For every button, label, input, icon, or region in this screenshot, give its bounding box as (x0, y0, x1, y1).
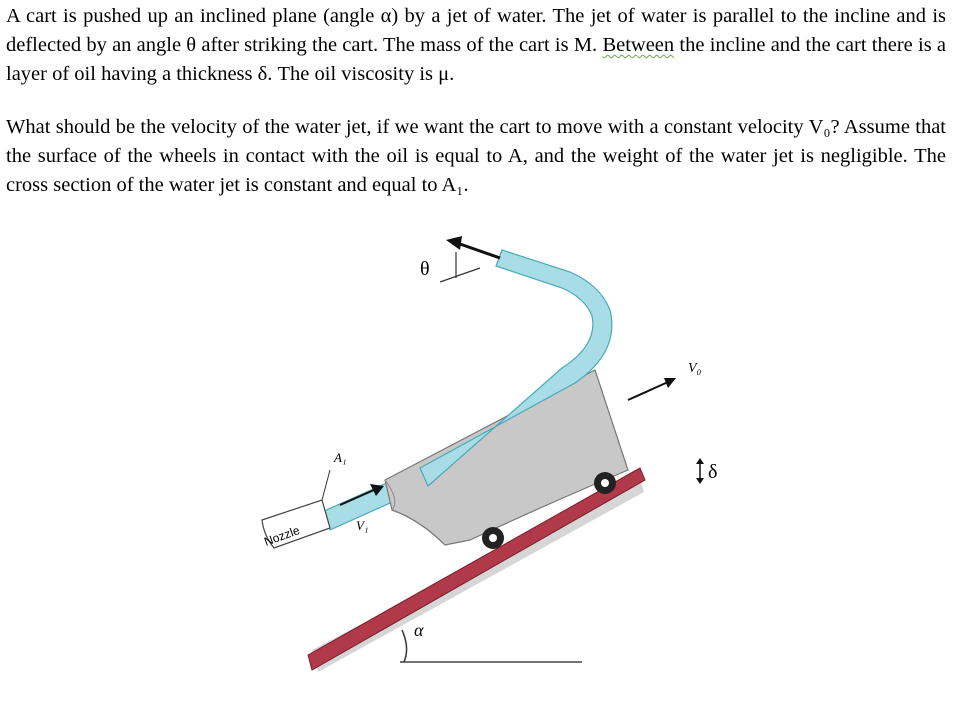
problem-text-line1: A cart is pushed up an inclined plane (angle α) by a jet of water. The jet of water is parallel to the incline and is deflected by an angle θ after striking the cart. The mass of the cart is M. (6, 5, 946, 56)
theta-reference-line (440, 268, 480, 282)
problem-text-rest: the incline and the cart there is a layer of oil having a thickness δ. The oil viscosity is μ. (6, 34, 947, 85)
outlet-arrow-head (446, 236, 462, 250)
alpha-label: α (414, 620, 424, 640)
a1-leader (322, 470, 330, 500)
cart-incline-figure (240, 230, 740, 700)
delta-arrow-top (696, 458, 704, 464)
spellcheck-word: Between (602, 34, 675, 56)
outlet-arrow-line (460, 244, 500, 258)
wheel-front (594, 472, 616, 494)
v1-label: V₁ (356, 518, 369, 533)
delta-label: δ (708, 461, 718, 483)
delta-arrow-bottom (696, 478, 704, 484)
v0-arrow-line (628, 382, 668, 400)
problem-paragraph-1 (6, 2, 946, 89)
theta-label: θ (420, 258, 430, 280)
a1-label: A₁ (334, 450, 347, 465)
problem-paragraph-2: What should be the velocity of the water jet, if we want the cart to move with a constant velocity V₀? Assume that the surface of the wheels in contact with the oil is equal to A, and the weight of the water jet is negligible. The cross section of the water jet is constant and equal to A₁. (6, 116, 946, 196)
nozzle-label: Nozzle (262, 523, 302, 549)
v0-label: V₀ (688, 361, 702, 376)
alpha-arc (402, 630, 407, 662)
wheel-rear (482, 527, 504, 549)
